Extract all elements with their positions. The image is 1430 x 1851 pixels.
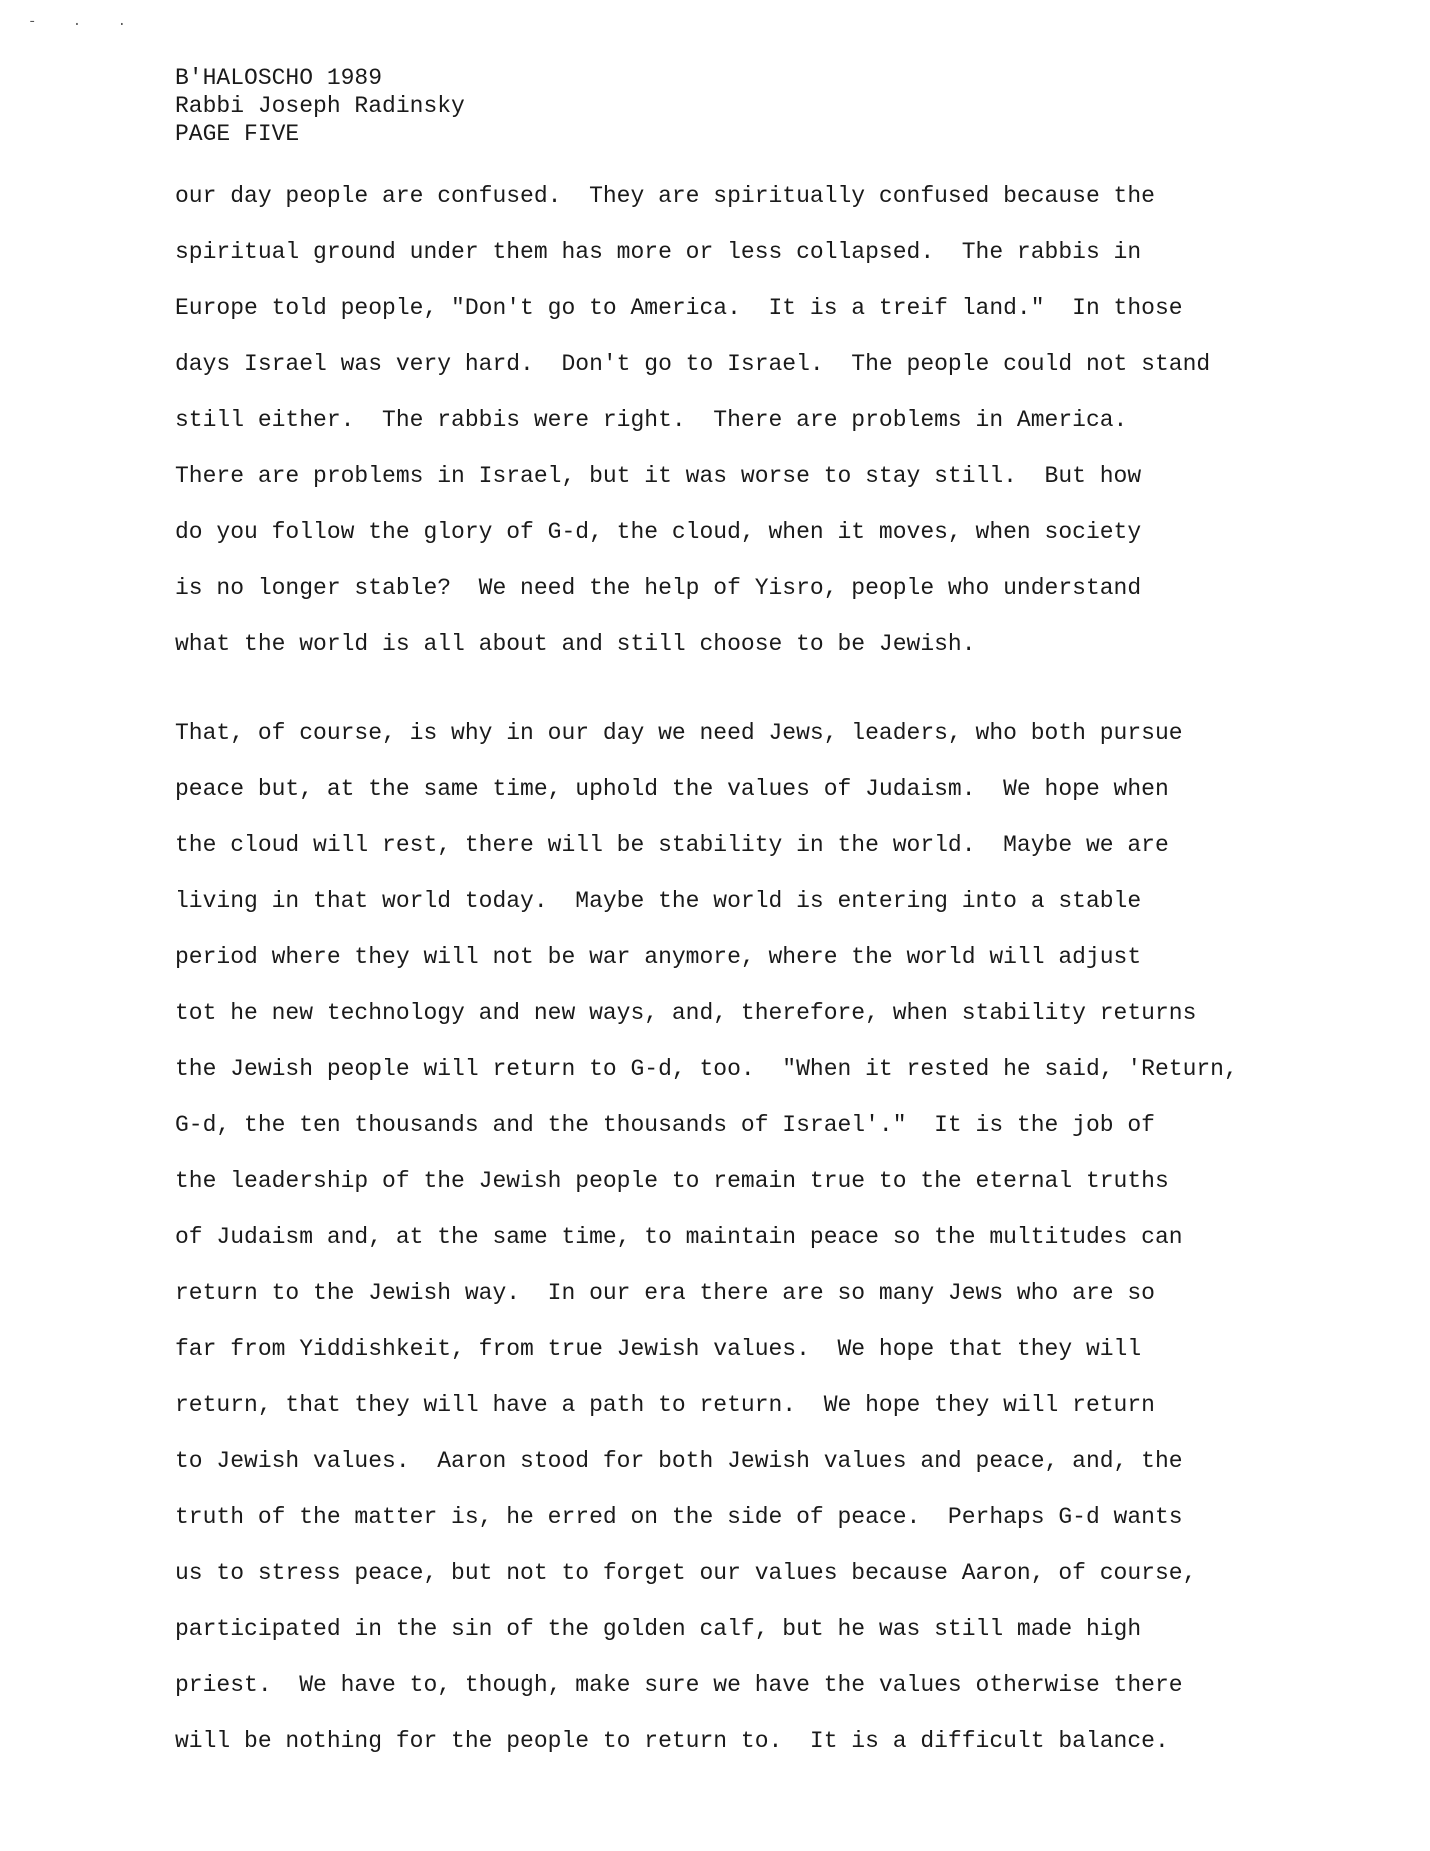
text-line: There are problems in Israel, but it was worse to stay still. But how [175, 463, 1142, 489]
text-line: living in that world today. Maybe the world is entering into a stable [175, 888, 1142, 914]
text-line: us to stress peace, but not to forget our values because Aaron, of course, [175, 1560, 1197, 1586]
text-line: days Israel was very hard. Don't go to Israel. The people could not stand [175, 351, 1211, 377]
text-line: still either. The rabbis were right. There are problems in America. [175, 407, 1128, 433]
text-line: return to the Jewish way. In our era there are so many Jews who are so [175, 1280, 1155, 1306]
text-line: period where they will not be war anymore, where the world will adjust [175, 944, 1142, 970]
text-line: what the world is all about and still choose to be Jewish. [175, 631, 976, 657]
text-line: priest. We have to, though, make sure we have the values otherwise there [175, 1672, 1183, 1698]
text-line: tot he new technology and new ways, and, therefore, when stability returns [175, 1000, 1197, 1026]
text-line: of Judaism and, at the same time, to maintain peace so the multitudes can [175, 1224, 1183, 1250]
scan-artifact-marks: - . . [28, 14, 141, 30]
text-line: will be nothing for the people to return to. It is a difficult balance. [175, 1728, 1169, 1754]
paragraph-1 [175, 168, 1210, 672]
header-author: Rabbi Joseph Radinsky [175, 93, 465, 119]
page-header [175, 64, 465, 148]
text-line: Europe told people, "Don't go to America. It is a treif land." In those [175, 295, 1183, 321]
text-line: our day people are confused. They are spiritually confused because the [175, 183, 1155, 209]
text-line: That, of course, is why in our day we need Jews, leaders, who both pursue [175, 720, 1183, 746]
paragraph-2 [175, 705, 1238, 1769]
text-line: truth of the matter is, he erred on the side of peace. Perhaps G-d wants [175, 1504, 1183, 1530]
text-line: is no longer stable? We need the help of Yisro, people who understand [175, 575, 1142, 601]
text-line: the Jewish people will return to G-d, too. "When it rested he said, 'Return, [175, 1056, 1238, 1082]
text-line: spiritual ground under them has more or less collapsed. The rabbis in [175, 239, 1142, 265]
header-title: B'HALOSCHO 1989 [175, 65, 383, 91]
text-line: do you follow the glory of G-d, the cloud, when it moves, when society [175, 519, 1142, 545]
text-line: participated in the sin of the golden calf, but he was still made high [175, 1616, 1142, 1642]
header-page-number: PAGE FIVE [175, 121, 300, 147]
text-line: the leadership of the Jewish people to remain true to the eternal truths [175, 1168, 1169, 1194]
text-line: peace but, at the same time, uphold the values of Judaism. We hope when [175, 776, 1169, 802]
text-line: the cloud will rest, there will be stability in the world. Maybe we are [175, 832, 1169, 858]
text-line: far from Yiddishkeit, from true Jewish values. We hope that they will [175, 1336, 1142, 1362]
text-line: G-d, the ten thousands and the thousands of Israel'." It is the job of [175, 1112, 1155, 1138]
text-line: return, that they will have a path to return. We hope they will return [175, 1392, 1155, 1418]
text-line: to Jewish values. Aaron stood for both Jewish values and peace, and, the [175, 1448, 1183, 1474]
